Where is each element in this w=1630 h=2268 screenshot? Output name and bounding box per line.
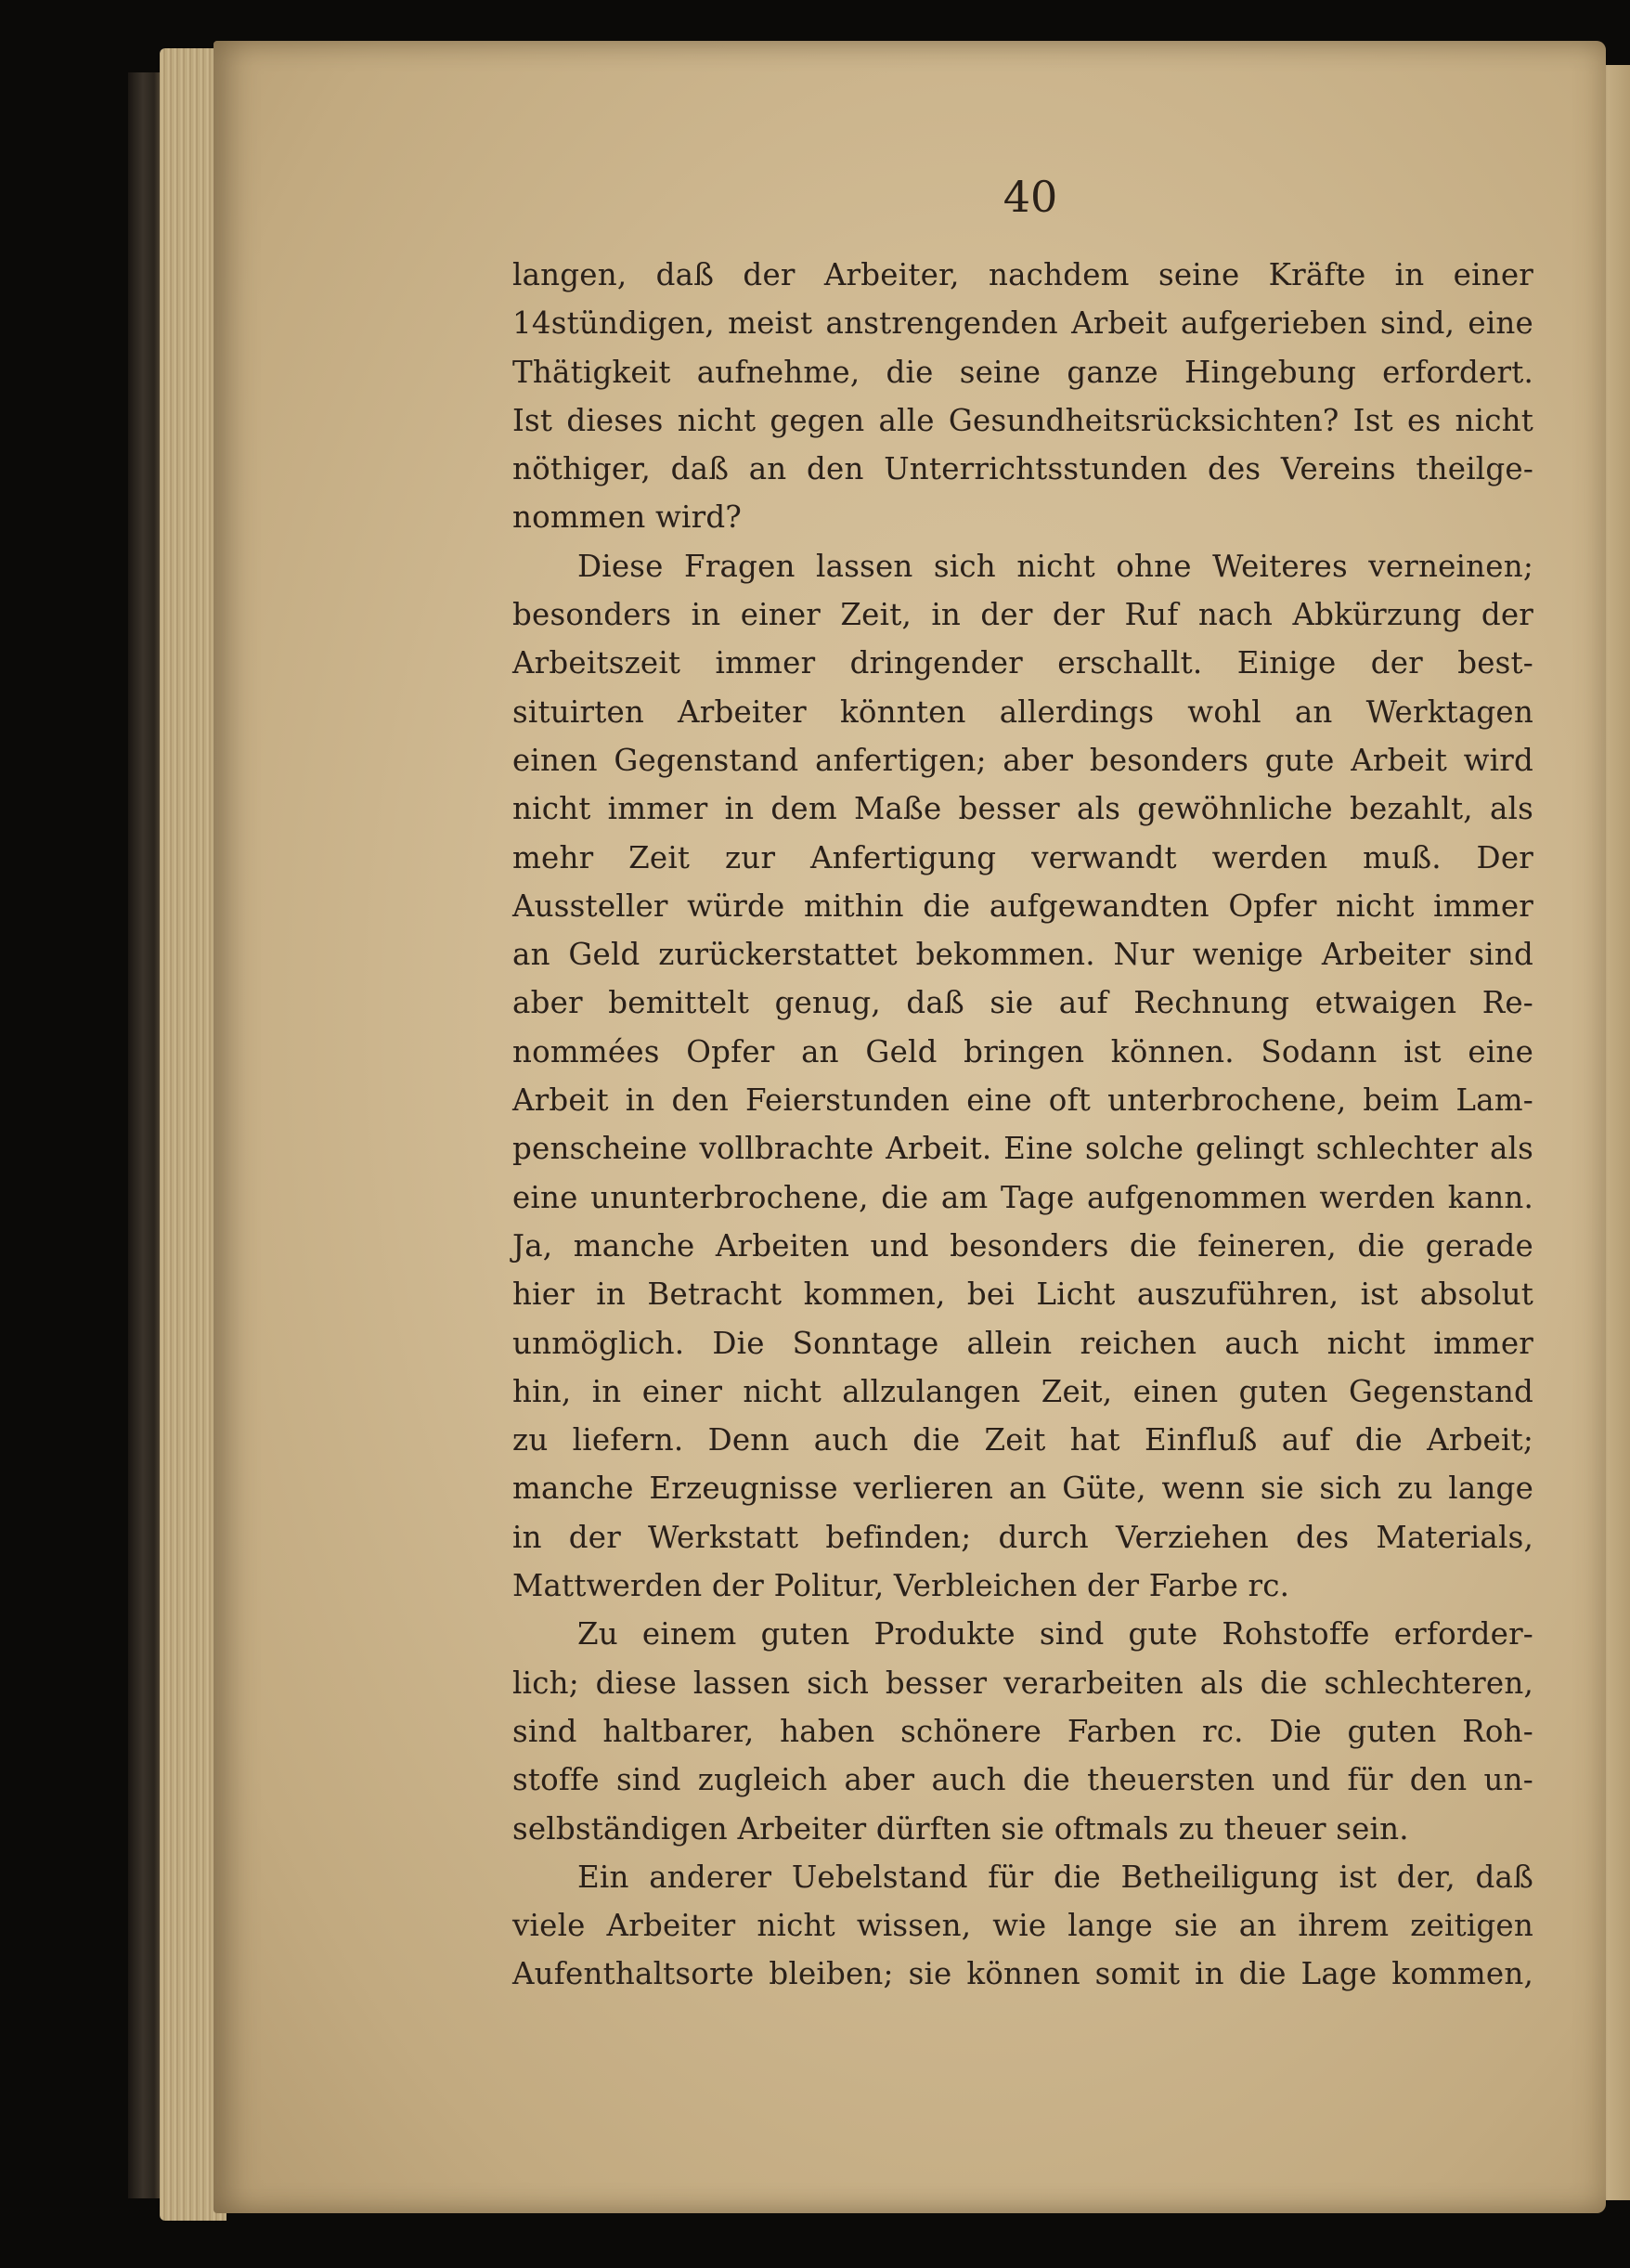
text-line: Mattwerden der Politur, Verbleichen der Farbe rc. (512, 1568, 1290, 1604)
text-line: Arbeitszeit immer dringender erschallt. Einige der best- (512, 645, 1533, 681)
text-line: in der Werkstatt befinden; durch Verziehen des Materials, (512, 1519, 1533, 1555)
body-text (512, 251, 1533, 1999)
text-line: 14stündigen, meist anstrengenden Arbeit aufgerieben sind, eine (512, 305, 1533, 342)
text-line: Arbeit in den Feierstunden eine oft unterbrochene, beim Lam- (512, 1082, 1533, 1119)
text-line: nommen wird? (512, 499, 743, 536)
text-line: mehr Zeit zur Anfertigung verwandt werden muß. Der (512, 839, 1533, 875)
text-line: Ein anderer Uebelstand für die Betheiligung ist der, daß (577, 1859, 1533, 1895)
text-line: Aussteller würde mithin die aufgewandten Opfer nicht immer (512, 888, 1533, 924)
text-line: Zu einem guten Produkte sind gute Rohstoffe erforder- (577, 1616, 1533, 1652)
text-line: nicht immer in dem Maße besser als gewöhnliche bezahlt, als (512, 791, 1533, 827)
text-line: langen, daß der Arbeiter, nachdem seine Kräfte in einer (512, 257, 1533, 292)
text-line: Ist dieses nicht gegen alle Gesundheitsrücksichten? Ist es nicht (512, 402, 1533, 438)
text-line: aber bemittelt genug, daß sie auf Rechnung etwaigen Re- (512, 985, 1533, 1021)
text-line: stoffe sind zugleich aber auch die theuersten und für den un- (512, 1762, 1533, 1798)
text-line: manche Erzeugnisse verlieren an Güte, wenn sie sich zu lange (512, 1471, 1533, 1507)
text-line: Aufenthaltsorte bleiben; sie können somit in die Lage kommen, (512, 1956, 1533, 1992)
text-line: hier in Betracht kommen, bei Licht auszuführen, ist absolut (512, 1277, 1533, 1313)
text-line: an Geld zurückerstattet bekommen. Nur wenige Arbeiter sind (512, 937, 1533, 973)
text-line: eine ununterbrochene, die am Tage aufgenommen werden kann. (512, 1179, 1533, 1215)
text-line: hin, in einer nicht allzulangen Zeit, einen guten Gegenstand (512, 1373, 1533, 1409)
text-line: lich; diese lassen sich besser verarbeiten als die schlechteren, (512, 1665, 1533, 1701)
text-line: unmöglich. Die Sonntage allein reichen auch nicht immer (512, 1325, 1533, 1361)
text-line: besonders in einer Zeit, in der der Ruf nach Abkürzung der (512, 597, 1533, 633)
text-line: nöthiger, daß an den Unterrichtsstunden des Vereins theilge- (512, 451, 1533, 487)
text-line: zu liefern. Denn auch die Zeit hat Einfluß auf die Arbeit; (512, 1422, 1533, 1458)
text-line: viele Arbeiter nicht wissen, wie lange sie an ihrem zeitigen (512, 1908, 1533, 1944)
text-line: Diese Fragen lassen sich nicht ohne Weiteres verneinen; (577, 548, 1533, 584)
text-line: einen Gegenstand anfertigen; aber besonders gute Arbeit wird (512, 742, 1533, 778)
page-number: 40 (1003, 172, 1058, 222)
text-line: sind haltbarer, haben schönere Farben rc. Die guten Roh- (512, 1713, 1533, 1749)
text-line: Ja, manche Arbeiten und besonders die feineren, die gerade (512, 1227, 1533, 1264)
text-line: Thätigkeit aufnehme, die seine ganze Hingebung erfordert. (512, 354, 1533, 390)
text-line: situirten Arbeiter könnten allerdings wohl an Werktagen (512, 693, 1533, 730)
text-line: nommées Opfer an Geld bringen können. Sodann ist eine (512, 1033, 1533, 1069)
text-line: selbständigen Arbeiter dürften sie oftmals zu theuer sein. (512, 1810, 1409, 1847)
text-line: penscheine vollbrachte Arbeit. Eine solche gelingt schlechter als (512, 1131, 1533, 1167)
